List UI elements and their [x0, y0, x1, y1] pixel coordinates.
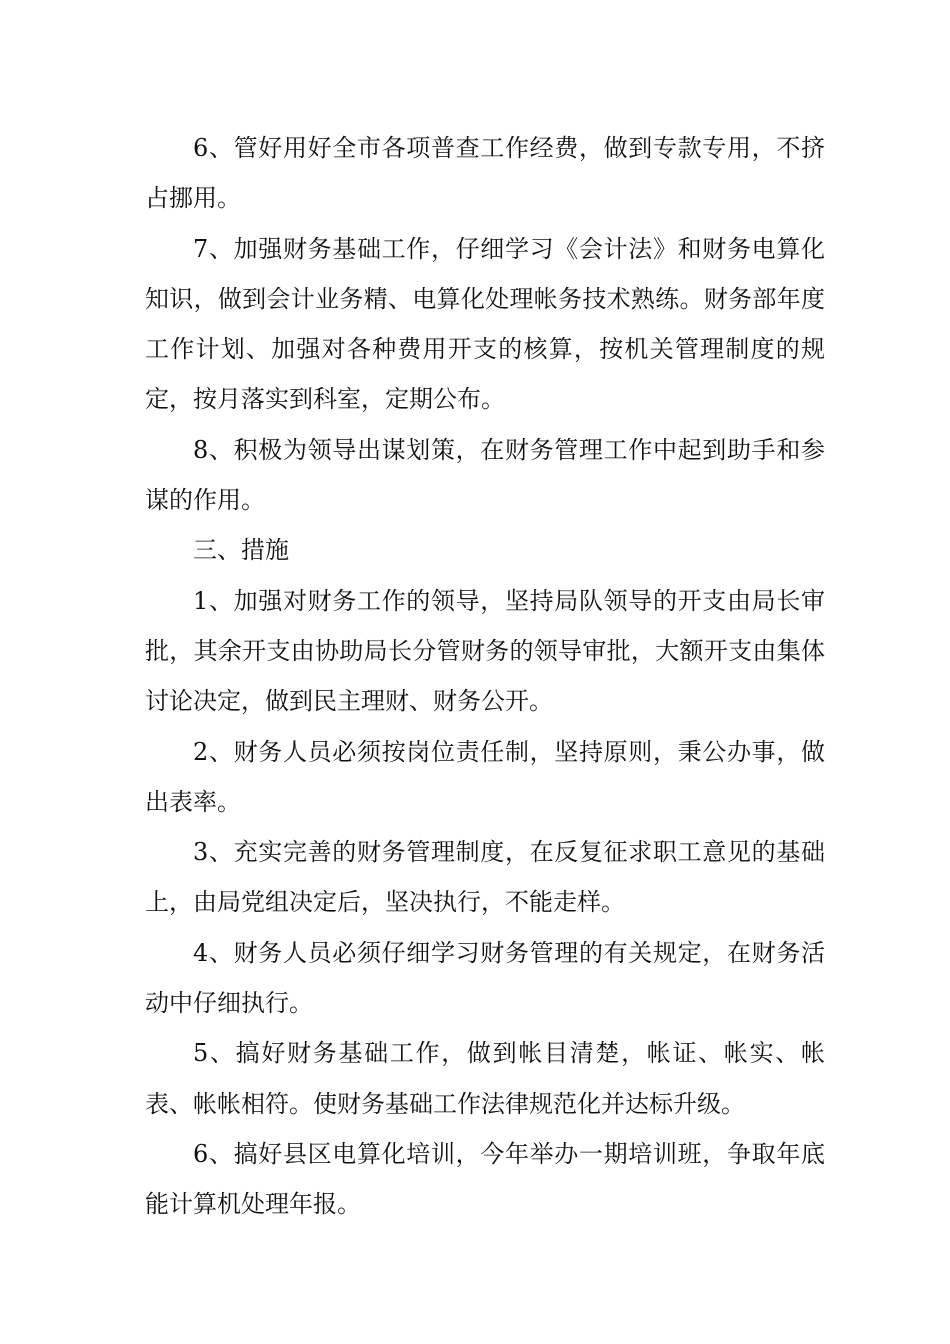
- paragraph-measure-6: 6、搞好县区电算化培训，今年举办一期培训班，争取年底能计算机处理年报。: [145, 1139, 825, 1219]
- document-body: [145, 123, 825, 1230]
- paragraph-measure-1: 1、加强对财务工作的领导，坚持局队领导的开支由局长审批，其余开支由协助局长分管财务的领导审批，大额开支由集体讨论决定，做到民主理财、财务公开。: [145, 586, 825, 716]
- paragraph-item-7-accounting: 7、加强财务基础工作，仔细学习《会计法》和财务电算化知识，做到会计业务精、电算化处理帐务技术熟练。财务部年度工作计划、加强对各种费用开支的核算，按机关管理制度的规定，按月落实到科室，定期公布。: [145, 234, 825, 414]
- paragraph-item-6-funds: 6、管好用好全市各项普查工作经费，做到专款专用，不挤占挪用。: [145, 134, 825, 213]
- paragraph-measure-4: 4、财务人员必须仔细学习财务管理的有关规定，在财务活动中仔细执行。: [145, 938, 825, 1018]
- paragraph-measure-5: 5、搞好财务基础工作，做到帐目清楚，帐证、帐实、帐表、帐帐相符。使财务基础工作法律规范化并达标升级。: [145, 1039, 825, 1118]
- paragraph-item-8-advice: 8、积极为领导出谋划策，在财务管理工作中起到助手和参谋的作用。: [145, 435, 825, 515]
- section-heading-measures: 三、措施: [193, 536, 289, 565]
- paragraph-measure-2: 2、财务人员必须按岗位责任制，坚持原则，秉公办事，做出表率。: [145, 737, 825, 816]
- paragraph-measure-3: 3、充实完善的财务管理制度，在反复征求职工意见的基础上，由局党组决定后，坚决执行，不能走样。: [145, 838, 825, 917]
